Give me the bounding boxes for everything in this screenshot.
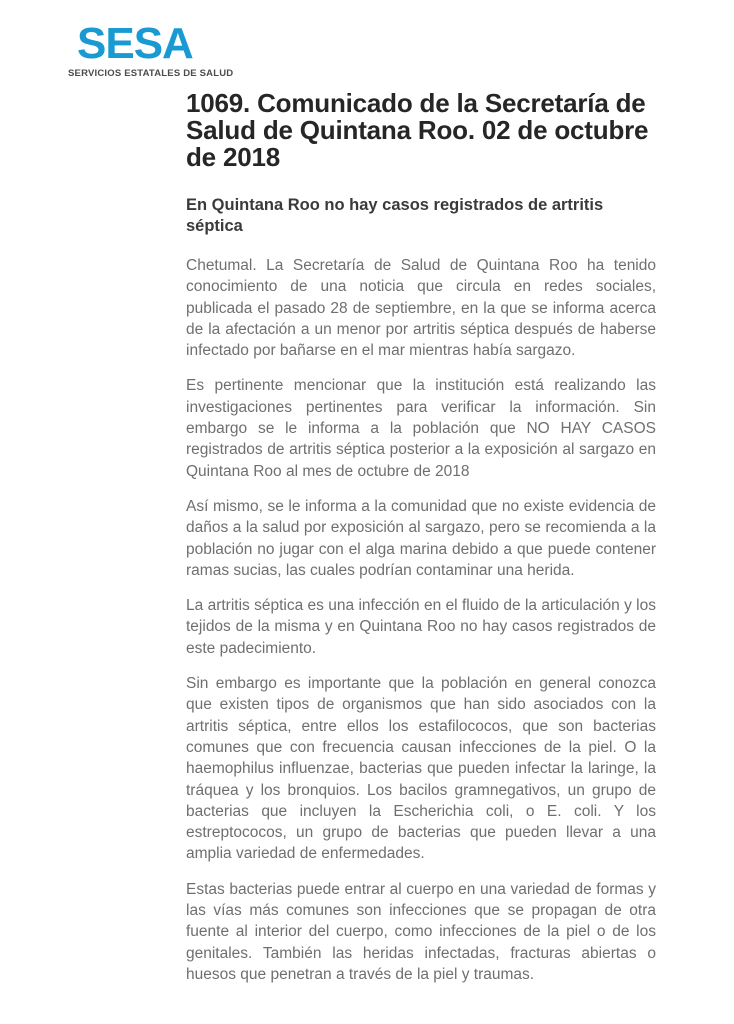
article-title: 1069. Comunicado de la Secretaría de Salud de Quintana Roo. 02 de octubre de 2018 xyxy=(186,88,649,172)
paragraph-4: La artritis séptica es una infección en el fluido de la articulación y los tejidos de la misma y en Quintana Roo no hay casos registrados de este padecimiento. xyxy=(186,597,656,657)
sesa-logo-tagline: SERVICIOS ESTATALES DE SALUD xyxy=(68,68,234,79)
paragraph-2: Es pertinente mencionar que la institución está realizando las investigaciones pertinentes para verificar la información. Sin embargo se le informa a la población que NO HAY CASOS registrados de artritis séptica posterior a la exposición al sargazo en Quintana Roo al mes de octubre de 2018 xyxy=(186,377,656,480)
paragraph-6: Estas bacterias puede entrar al cuerpo en una variedad de formas y las vías más comunes son infecciones que se propagan de otra fuente al interior del cuerpo, como infecciones de la piel o de los genitales. También las heridas infectadas, fracturas abiertas o huesos que penetran a través de la piel y traumas. xyxy=(186,880,656,983)
sesa-logo-acronym: SESA xyxy=(77,19,193,68)
paragraph-1: Chetumal. La Secretaría de Salud de Quintana Roo ha tenido conocimiento de una noticia que circula en redes sociales, publicada el pasado 28 de septiembre, en la que se informa acerca de la afectación a un menor por artritis séptica después de haberse infectado por bañarse en el mar mientras había sargazo. xyxy=(186,257,656,360)
sesa-logo xyxy=(68,19,234,79)
paragraph-5: Sin embargo es importante que la población en general conozca que existen tipos de organismos que han sido asociados con la artritis séptica, entre ellos los estafilococos, que son bacterias comunes que con frecuencia causan infecciones de la piel. O la haemophilus influenzae, bacterias que pueden infectar la laringe, la tráquea y los bronquios. Los bacilos gramnegativos, un grupo de bacterias que incluyen la Escherichia coli, o E. coli. Y los estreptococos, un grupo de bacterias que pueden llevar a una amplia variedad de enfermedades. xyxy=(186,675,656,863)
article-subtitle: En Quintana Roo no hay casos registrados de artritis séptica xyxy=(186,196,604,235)
paragraph-3: Así mismo, se le informa a la comunidad que no existe evidencia de daños a la salud por exposición al sargazo, pero se recomienda a la población no jugar con el alga marina debido a que puede contener ramas sucias, las cuales podrían contaminar una herida. xyxy=(186,497,656,579)
article-body xyxy=(186,255,656,985)
article xyxy=(186,90,656,985)
